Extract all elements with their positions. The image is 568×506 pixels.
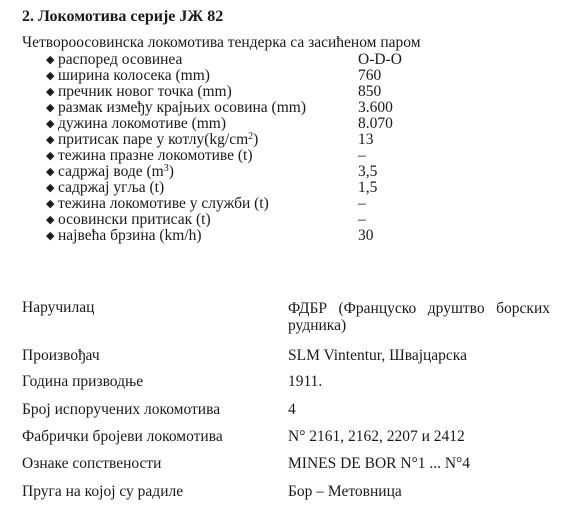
- diamond-bullet-icon: ◆: [46, 230, 55, 242]
- spec-label: тежина празне локомотиве (t): [58, 147, 253, 164]
- spec-label: распоред осовинеа: [58, 51, 183, 68]
- info-value: Бор – Метовница: [288, 483, 402, 500]
- diamond-bullet-icon: ◆: [46, 214, 55, 226]
- info-row-orderer: [22, 300, 552, 348]
- spec-value: 30: [358, 227, 374, 244]
- info-label: Број испоручених локомотива: [22, 401, 221, 418]
- spec-label: садржај угља (t): [58, 179, 165, 196]
- diamond-bullet-icon: ◆: [46, 54, 55, 66]
- spec-label: осовински притисак (t): [58, 211, 211, 228]
- spec-value: 1,5: [358, 179, 378, 196]
- spec-item: [46, 164, 546, 180]
- spec-item: [46, 52, 546, 68]
- diamond-bullet-icon: ◆: [46, 198, 55, 210]
- info-value: SLM Vintentur, Швајцарска: [288, 347, 467, 364]
- info-label: Наручилац: [22, 299, 95, 316]
- spec-item: [46, 84, 546, 100]
- info-label: Произвођач: [22, 347, 100, 364]
- spec-label: највећа брзина (km/h): [58, 227, 202, 244]
- spec-label: садржај воде $(m^3)$: [58, 163, 174, 180]
- info-row-factory-numbers: [22, 429, 552, 456]
- info-table: [22, 300, 552, 504]
- spec-label: тежина локомотиве у служби (t): [58, 195, 269, 212]
- spec-value: 13: [358, 131, 374, 148]
- unit-superscript: 3: [163, 163, 169, 174]
- spec-label: ширина колосека (mm): [58, 67, 210, 84]
- spec-value: 8.070: [358, 115, 393, 132]
- spec-item: [46, 228, 546, 244]
- spec-list: [46, 52, 546, 244]
- spec-item: [46, 68, 546, 84]
- spec-value: 3.600: [358, 99, 393, 116]
- spec-item: [46, 196, 546, 212]
- diamond-bullet-icon: ◆: [46, 70, 55, 82]
- diamond-bullet-icon: ◆: [46, 182, 55, 194]
- info-row-railway: [22, 484, 552, 504]
- spec-label: дужина локомотиве (mm): [58, 115, 227, 132]
- diamond-bullet-icon: ◆: [46, 166, 55, 178]
- info-row-manufacturer: [22, 348, 552, 374]
- spec-item: [46, 212, 546, 228]
- info-label: Година призводње: [22, 373, 144, 390]
- info-value: MINES DE BOR N°1 ... N°4: [288, 455, 471, 472]
- spec-value: –: [358, 195, 366, 212]
- spec-value: O-D-O: [358, 51, 402, 68]
- spec-item: [46, 180, 546, 196]
- info-value: N° 2161, 2162, 2207 и 2412: [288, 428, 465, 445]
- spec-value: 3,5: [358, 163, 378, 180]
- intro-line: Четвороосовинска локомотива тендерка са засићеном паром: [22, 34, 421, 51]
- info-value: ФДБР (Француско друштво борских рудника): [288, 300, 550, 334]
- unit-superscript: 2: [248, 131, 254, 142]
- info-row-year: [22, 374, 552, 402]
- info-label: Пруга на којој су радиле: [22, 483, 184, 500]
- info-row-count: [22, 402, 552, 429]
- diamond-bullet-icon: ◆: [46, 118, 55, 130]
- info-value: 4: [288, 401, 296, 418]
- spec-item: [46, 100, 546, 116]
- info-label: Ознаке сопствености: [22, 455, 162, 472]
- diamond-bullet-icon: ◆: [46, 134, 55, 146]
- spec-label: притисак паре у $котлу(kg/cm^2)$: [58, 131, 259, 148]
- info-label: Фабрички бројеви локомотива: [22, 428, 223, 445]
- spec-value: –: [358, 211, 366, 228]
- spec-value: –: [358, 147, 366, 164]
- diamond-bullet-icon: ◆: [46, 150, 55, 162]
- spec-label: пречник новог точка (mm): [58, 83, 232, 100]
- section-heading: 2. Локомотива серије ЈЖ 82: [22, 8, 224, 25]
- info-value: 1911.: [288, 373, 323, 390]
- spec-value: 850: [358, 83, 382, 100]
- info-row-ownership-marks: [22, 456, 552, 484]
- spec-item: [46, 132, 546, 148]
- spec-item: [46, 148, 546, 164]
- diamond-bullet-icon: ◆: [46, 102, 55, 114]
- spec-item: [46, 116, 546, 132]
- diamond-bullet-icon: ◆: [46, 86, 55, 98]
- spec-label: размак између крајњих осовина (mm): [58, 99, 306, 116]
- spec-value: 760: [358, 67, 382, 84]
